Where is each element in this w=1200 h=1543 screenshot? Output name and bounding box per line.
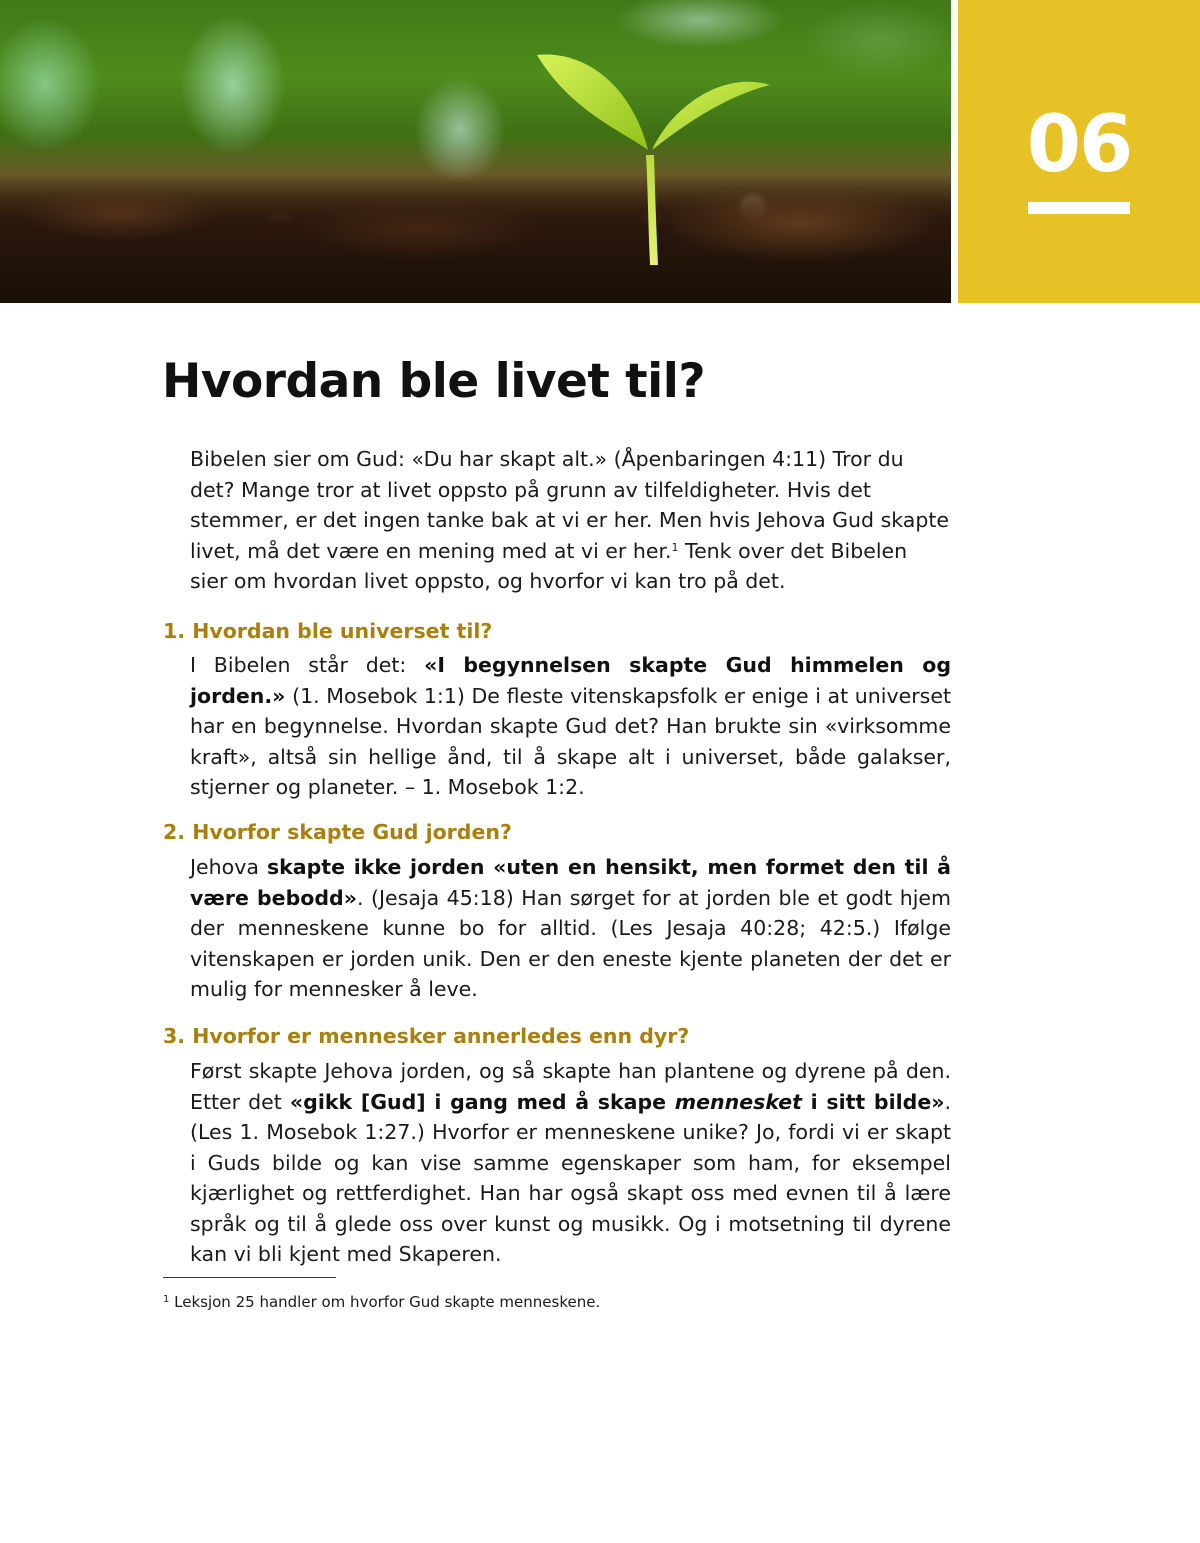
chapter-number: 06: [1026, 100, 1132, 190]
answer-text: I Bibelen står det:: [190, 653, 425, 677]
answer-text: . (Jesaja 45:18) Han sørget for at jorden ble et godt hjem der menneskene kunne bo for alltid. (Les Jesaja 40:28; 42:5.) Ifølge vitenskapen er jorden unik. Den er den eneste kjente planeten der det er mulig for mennesker å leve.: [190, 885, 951, 1001]
answer-text: (1. Mosebok 1:1) De fleste vitenskapsfolk er enige i at universet har en begynnelse. Hvordan skapte Gud det? Han brukte sin «virksomme kraft», altså sin hellige ånd, til å skape alt i universet, både galakser, stjerner og planeter. – 1. Mosebok 1:2.: [190, 683, 951, 799]
hero-image-seedling: [0, 0, 951, 303]
question-answer-2: [190, 852, 951, 1005]
footnote-reference[interactable]: 1: [671, 540, 679, 554]
footnote: [163, 1292, 600, 1312]
quote-emphasis: mennesket: [674, 1089, 802, 1114]
page-title: Hvordan ble livet til?: [162, 354, 706, 409]
soil: [0, 173, 951, 303]
chapter-number-box: [958, 0, 1200, 303]
answer-text: Først skapte Jehova jorden, og så skapte han plantene og dyrene på den. Etter det: [190, 1059, 951, 1114]
question-heading-2: 2. Hvorfor skapte Gud jorden?: [163, 820, 512, 844]
question-heading-1: 1. Hvordan ble universet til?: [163, 619, 493, 643]
footnote-divider: [163, 1277, 336, 1278]
scripture-quote: [290, 1090, 945, 1114]
quote-part: «gikk [Gud] i gang med å skape: [289, 1089, 675, 1114]
answer-text: Jehova: [190, 855, 267, 879]
chapter-underline: [1028, 202, 1130, 214]
intro-text: Bibelen sier om Gud: «Du har skapt alt.» (Åpenbaringen 4:11) Tror du det? Mange tror at livet oppsto på grunn av tilfeldigheter. Hvis det stemmer, er det ingen tanke bak at vi er her. Men hvis Jehova Gud skapte livet, må det være en mening med at vi er her.: [190, 447, 949, 563]
scripture-quote: skapte ikke jorden «uten en hensikt, men formet den til å være bebodd»: [190, 855, 952, 910]
question-answer-1: [190, 650, 951, 803]
question-answer-3: [190, 1056, 951, 1270]
footnote-marker: 1: [163, 1294, 170, 1305]
quote-part: i sitt bilde»: [801, 1089, 945, 1114]
footnote-text: Leksjon 25 handler om hvorfor Gud skapte menneskene.: [169, 1293, 601, 1311]
question-heading-3: 3. Hvorfor er mennesker annerledes enn dyr?: [163, 1024, 690, 1048]
sprout-icon: [530, 50, 770, 270]
scripture-quote: «I begynnelsen skapte Gud himmelen og jorden.»: [190, 653, 951, 708]
answer-text: . (Les 1. Mosebok 1:27.) Hvorfor er menneskene unike? Jo, fordi vi er skapt i Guds bilde og kan vise samme egenskaper som ham, for eksempel kjærlighet og rettferdighet. Han har også skapt oss med evnen til å lære språk og til å glede oss over kunst og musikk. Og i motsetning til dyrene kan vi bli kjent med Skaperen.: [190, 1089, 952, 1266]
intro-paragraph: [190, 444, 951, 597]
intro-text-continued: Tenk over det Bibelen sier om hvordan livet oppsto, og hvorfor vi kan tro på det.: [190, 538, 908, 593]
